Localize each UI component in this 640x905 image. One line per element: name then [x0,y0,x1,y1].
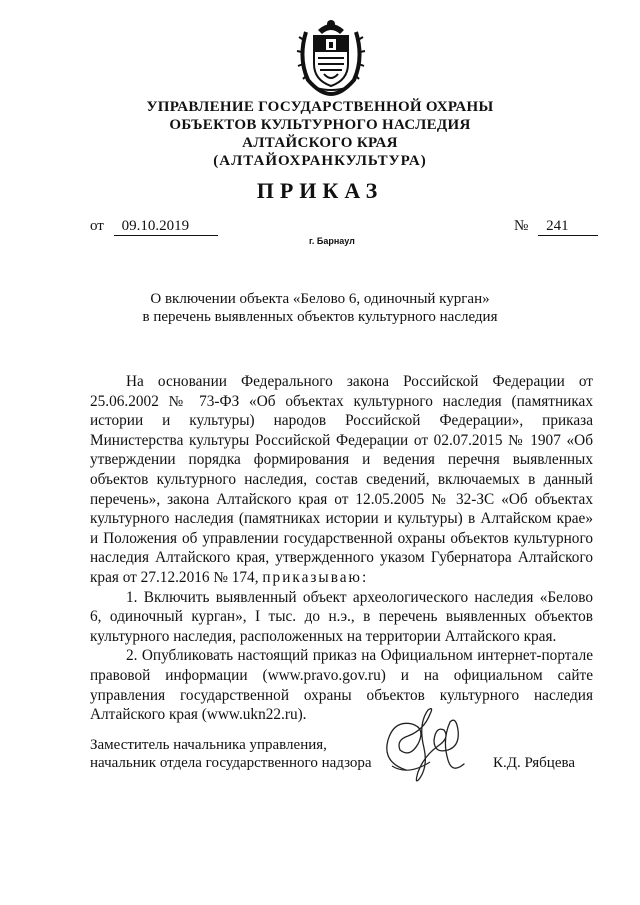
document-title: ПРИКАЗ [256,178,384,203]
preamble-paragraph [90,372,593,588]
preamble-text: На основании Федерального закона Российской Федерации от 25.06.2002 № 73-ФЗ «Об объектах культурного наследия (памятниках истории и культуры) народов Российской Федерации», приказа Министерства культуры Российской Федерации от 02.07.2015 № 1907 «Об утверждении порядка формирования и ведения перечня выявленных объектов культурного наследия, состав сведений, включаемых в данный перечень», закона Алтайского края от 12.05.2005 № 32-ЗС «Об объектах культурного наследия (памятниках истории и культуры) в Алтайском крае» и Положения об управлении государственной охраны объектов культурного наследия Алтайского края, утвержденного указом Губернатора Алтайского края от 27.12.2016 № 174, [90,373,593,586]
handwritten-signature [378,700,478,790]
document-number: 241 [538,218,598,236]
subject-line-2: в перечень выявленных объектов культурного наследия [142,309,498,325]
signer-position-line-1: Заместитель начальника управления, [90,737,327,753]
signer-position-line-2: начальник отдела государственного надзора [90,755,372,771]
org-name-line-3: АЛТАЙСКОГО КРАЯ [242,135,398,151]
coat-of-arms-emblem [296,18,366,96]
city-name: г. Барнаул [309,236,355,246]
order-item-2: 2. Опубликовать настоящий приказ на Официальном интернет-портале правовой информации (www.pravo.gov.ru) и на официальном сайте управления государственной охраны объектов культурного наследия Алтайского края (www.ukn22.ru). [90,647,593,724]
org-short-name: (АЛТАЙОХРАНКУЛЬТУРА) [213,153,427,169]
document-date: 09.10.2019 [114,218,218,236]
signer-name: К.Д. Рябцева [493,755,576,771]
order-word: приказываю: [262,568,369,586]
order-item-1: 1. Включить выявленный объект археологического наследия «Белово 6, одиночный курган», I тыс. до н.э., в перечень выявленных объектов культурного наследия, расположенных на территории Алтайского края. [90,588,593,645]
date-prefix: от [90,218,104,234]
number-row [514,218,598,236]
order-body [90,372,593,725]
org-name-line-1: УПРАВЛЕНИЕ ГОСУДАРСТВЕННОЙ ОХРАНЫ [146,99,494,115]
org-name-line-2: ОБЪЕКТОВ КУЛЬТУРНОГО НАСЛЕДИЯ [169,117,471,133]
subject-line-1: О включении объекта «Белово 6, одиночный курган» [150,291,490,307]
number-prefix: № [514,218,529,234]
date-row [90,218,218,236]
